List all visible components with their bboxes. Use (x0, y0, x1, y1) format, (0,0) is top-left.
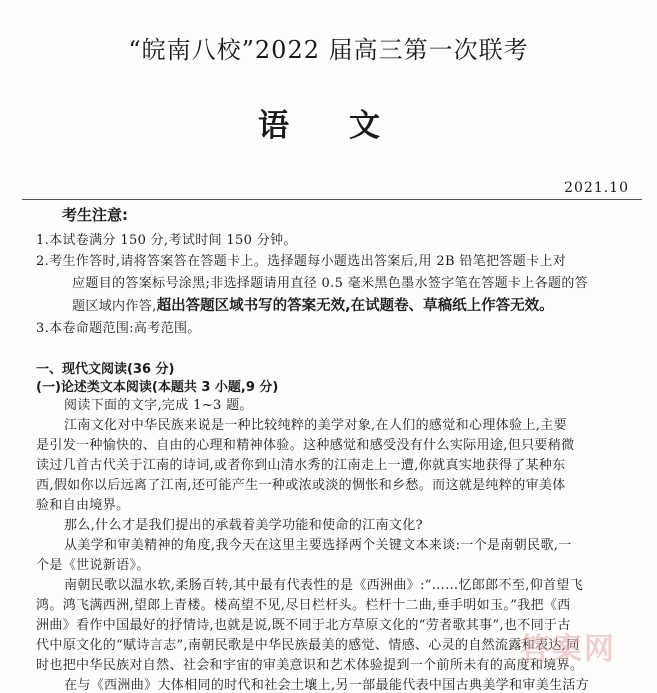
passage-line: 西,假如你以后远离了江南,还可能产生一种或浓或淡的惆怅和乡愁。而这就是纯粹的审美体 (36, 478, 566, 493)
passage-line: 阅读下面的文字,完成 1~3 题。 (64, 398, 253, 413)
notice-item-3: 3.本卷命题范围:高考范围。 (36, 321, 201, 336)
passage-line: 是引发一种愉快的、自由的心理和精神体验。这种感觉和感受没有什么实际用途,但只要稍微 (36, 438, 575, 453)
notice-heading: 考生注意: (62, 206, 128, 224)
passage-line: 验和自由境界。 (36, 498, 130, 513)
passage-line: 在与《西洲曲》大体相同的时代和社会土壤上,另一部最能代表中国古典美学和审美生活方 (64, 678, 590, 693)
passage-line: 个是《世说新语》。 (36, 558, 150, 573)
section-heading: 一、现代文阅读(36 分) (36, 362, 175, 377)
passage-line: 江南文化对中华民族来说是一种比较纯粹的美学对象,在人们的感觉和心理体验上,主要 (64, 418, 567, 433)
passage-line: 洲曲》看作中国最好的抒情诗,也就是说,既不同于北方草原文化的“劳者歌其事”,也不同于古 (36, 618, 571, 633)
notice-item-2-tail: 题区域内作答, (72, 299, 157, 314)
passage-line: 代中原文化的“赋诗言志”,南朝民歌是中华民族最美的感觉、情感、心灵的自然流露和表达,同 (36, 638, 580, 653)
passage-line: 时也把中华民族对自然、社会和宇宙的审美意识和艺术体验提到一个前所未有的高度和境界。 (36, 658, 584, 673)
header-divider (22, 199, 642, 200)
passage-line: 读过几首古代关于江南的诗词,或者你到山清水秀的江南走上一遭,你就真实地获得了某种东 (36, 458, 566, 473)
notice-item-2: 2.考生作答时,请将答案答在答题卡上。选择题每小题选出答案后,用 2B 铅笔把答题卡上对 (36, 254, 567, 269)
passage-line: 从美学和审美精神的角度,我今天在这里主要选择两个关键文本来谈:一个是南朝民歌,一 (64, 538, 572, 553)
watermark-logo: 答案网 (520, 632, 616, 667)
section-subheading: (一)论述类文本阅读(本题共 3 小题,9 分) (36, 380, 279, 395)
exam-date: 2021.10 (564, 180, 629, 196)
notice-item-2-cont: 应题目的答案标号涂黑;非选择题请用直径 0.5 毫米黑色墨水签字笔在答题卡上各题的答 (72, 276, 589, 291)
passage-line: 那么,什么才是我们提出的承载着美学功能和使命的江南文化? (64, 518, 423, 533)
notice-item-2-end (72, 294, 554, 315)
subject-title: 语文 (258, 108, 440, 144)
passage-line: 鸿。鸿飞满西洲,望郎上青楼。楼高望不见,尽日栏杆头。栏杆十二曲,垂手明如玉。”我把《西 (36, 598, 571, 613)
exam-title: “皖南八校”2022 届高三第一次联考 (128, 36, 529, 64)
notice-bold-warning: 超出答题区域书写的答案无效,在试题卷、草稿纸上作答无效。 (156, 298, 554, 314)
passage-line: 南朝民歌以温水软,柔肠百转,其中最有代表性的是《西洲曲》:“……忆郎郎不至,仰首望飞 (64, 578, 584, 593)
notice-item-1: 1.本试卷满分 150 分,考试时间 150 分钟。 (36, 233, 297, 248)
